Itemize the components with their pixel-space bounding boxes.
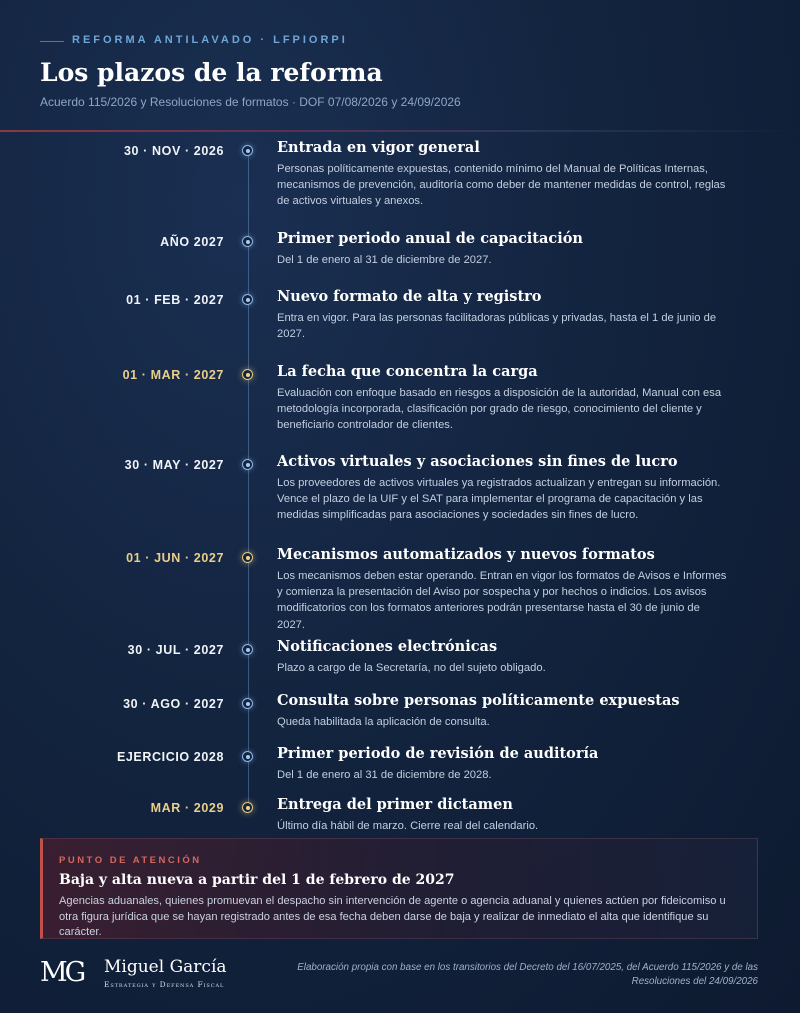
kicker-accent-line	[40, 41, 64, 42]
event-title: Primer periodo anual de capacitación	[277, 230, 583, 247]
timeline-dot-icon	[242, 751, 253, 762]
timeline-dot-icon	[242, 459, 253, 470]
event-title: Entrada en vigor general	[277, 139, 480, 156]
event-title: Primer periodo de revisión de auditoría	[277, 745, 599, 762]
event-title: La fecha que concentra la carga	[277, 363, 538, 380]
event-title: Entrega del primer dictamen	[277, 796, 513, 813]
header-kicker: REFORMA ANTILAVADO · LFPIORPI	[72, 34, 348, 46]
event-description: Los proveedores de activos virtuales ya registrados actualizan y entregan su información. Vence el plazo de la UIF y el SAT para implementar el programa de capacitación y las medidas simplificadas para asociaciones y sociedades sin fines de lucro.	[277, 477, 721, 522]
event-title: Notificaciones electrónicas	[277, 638, 498, 655]
event-date: 01 · MAR · 2027	[122, 368, 224, 382]
timeline-dot-icon	[242, 644, 253, 655]
header-divider	[0, 130, 800, 132]
callout-title: Baja y alta nueva a partir del 1 de febrero de 2027	[59, 872, 455, 888]
event-description: Plazo a cargo de la Secretaría, no del sujeto obligado.	[277, 662, 546, 674]
page-title: Los plazos de la reforma	[40, 58, 383, 87]
event-description: Evaluación con enfoque basado en riesgos a disposición de la autoridad, Manual con esa metodología incorporada, clasificación por grado de riesgo, conocimiento del cliente y beneficiario controlador de clientes.	[277, 387, 722, 432]
timeline-axis	[248, 150, 249, 808]
event-description: Del 1 de enero al 31 de diciembre de 2028.	[277, 769, 492, 781]
event-description: Entra en vigor. Para las personas facilitadoras públicas y privadas, hasta el 1 de junio de 2027.	[277, 312, 717, 341]
timeline-dot-icon	[242, 294, 253, 305]
event-date: AÑO 2027	[160, 235, 224, 249]
logo-name: Miguel García	[104, 957, 227, 977]
timeline-dot-highlight-icon	[242, 369, 253, 380]
event-date: 01 · JUN · 2027	[126, 551, 224, 565]
timeline-dot-icon	[242, 145, 253, 156]
event-title: Nuevo formato de alta y registro	[277, 288, 542, 305]
source-note: Elaboración propia con base en los transitorios del Decreto del 16/07/2025, del Acuerdo 115/2026 y de las Resoluciones del 24/09/2026	[297, 962, 758, 987]
callout-kicker: PUNTO DE ATENCIÓN	[59, 855, 202, 866]
attention-callout	[40, 838, 758, 939]
event-date: 30 · MAY · 2027	[124, 458, 224, 472]
event-date: 30 · NOV · 2026	[123, 144, 224, 158]
timeline-dot-icon	[242, 698, 253, 709]
event-title: Consulta sobre personas políticamente expuestas	[277, 692, 680, 709]
timeline-dot-highlight-icon	[242, 552, 253, 563]
logo-monogram: MG	[40, 957, 84, 988]
timeline-dot-highlight-icon	[242, 802, 253, 813]
timeline-dot-icon	[242, 236, 253, 247]
event-description: Personas políticamente expuestas, contenido mínimo del Manual de Políticas Internas, mecanismos de prevención, auditoría como deber de mantener medidas de control, reglas de activos virtuales y anexos.	[277, 163, 726, 208]
event-date: 30 · JUL · 2027	[127, 643, 224, 657]
event-description: Del 1 de enero al 31 de diciembre de 2027.	[277, 254, 492, 266]
event-date: 30 · AGO · 2027	[123, 697, 224, 711]
page-subtitle: Acuerdo 115/2026 y Resoluciones de formatos · DOF 07/08/2026 y 24/09/2026	[40, 95, 461, 109]
callout-body: Agencias aduanales, quienes promuevan el despacho sin intervención de agente o agencia aduanal y quienes actúen por fideicomiso u otra figura jurídica que se hayan registrado antes de esa fecha deben darse de baja y realizar de inmediato el alta que identifique su carácter.	[59, 895, 726, 938]
event-description: Los mecanismos deben estar operando. Entran en vigor los formatos de Avisos e Informes y comienza la presentación del Aviso por sospecha y por hechos o indicios. Los avisos modificatorios con los formatos anteriores podrán presentarse hasta el 30 de junio de 2027.	[277, 570, 727, 631]
logo-tagline: Estrategia y Defensa Fiscal	[104, 980, 225, 989]
event-date: MAR · 2029	[150, 801, 224, 815]
event-title: Activos virtuales y asociaciones sin fines de lucro	[277, 453, 678, 470]
event-description: Último día hábil de marzo. Cierre real del calendario.	[277, 820, 539, 832]
event-date: EJERCICIO 2028	[116, 750, 224, 764]
event-title: Mecanismos automatizados y nuevos formatos	[277, 546, 655, 563]
event-description: Queda habilitada la aplicación de consulta.	[277, 716, 490, 728]
event-date: 01 · FEB · 2027	[126, 293, 224, 307]
